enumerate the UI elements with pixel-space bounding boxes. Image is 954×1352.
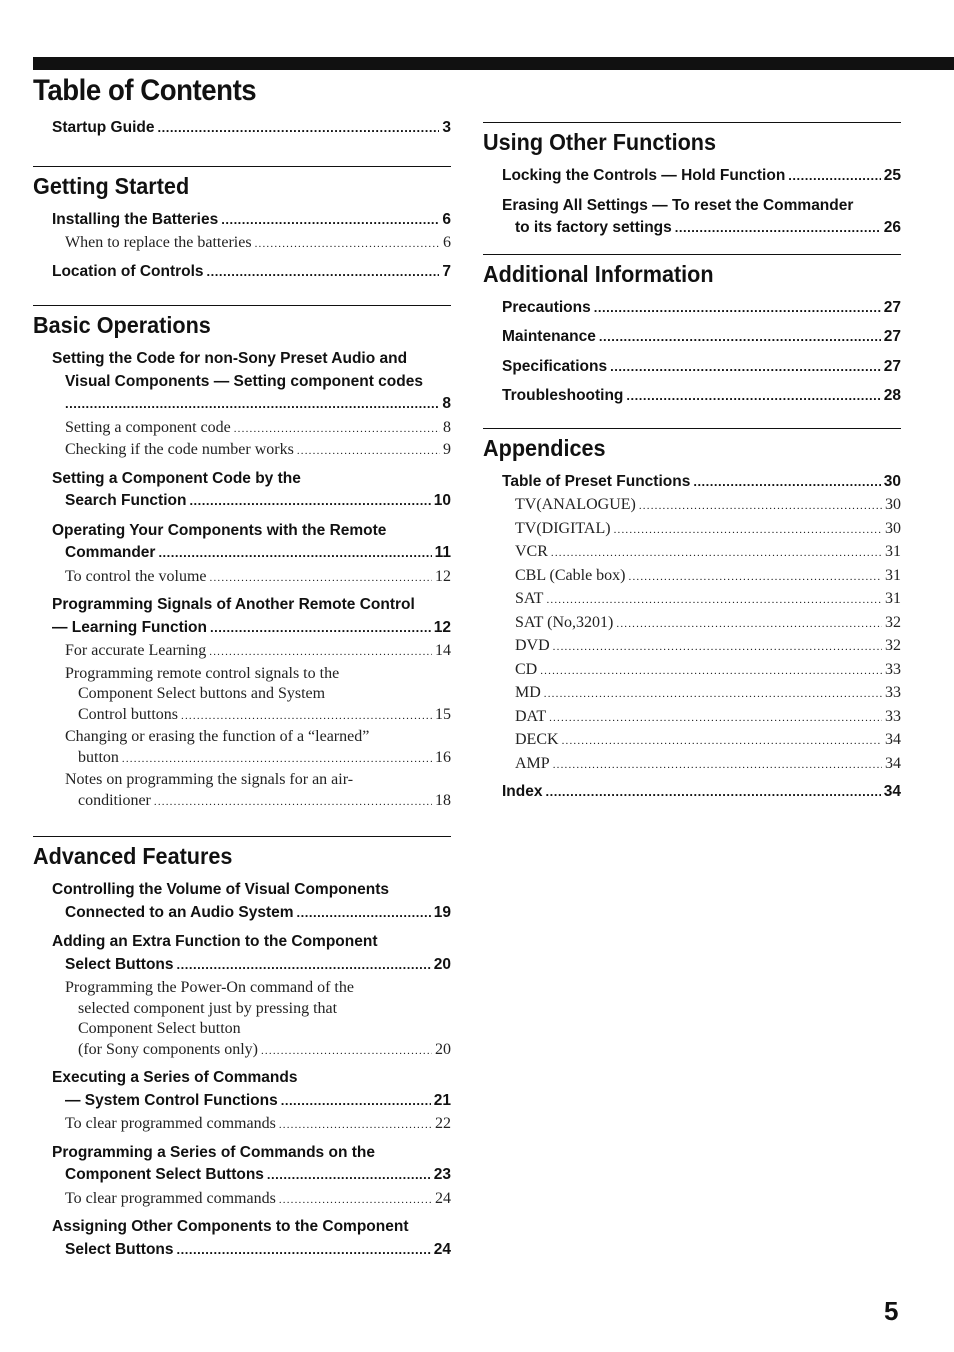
toc-entry[interactable]: Troubleshooting ..... 28 — [483, 385, 901, 408]
toc-entry[interactable]: Assigning Other Components to the Component Select Buttons ..... 24 — [33, 1216, 451, 1261]
toc-entry-startup-guide[interactable]: Startup Guide ..... 3 — [33, 117, 451, 140]
toc-entry[interactable]: Maintenance ..... 27 — [483, 326, 901, 349]
header-rule — [33, 57, 954, 70]
page-title: Table of Contents — [33, 74, 257, 107]
toc-entry[interactable]: Controlling the Volume of Visual Components Connected to an Audio System ..... 19 — [33, 879, 451, 924]
toc-subentry[interactable]: DECK ..... 34 — [483, 730, 901, 752]
section-title: Appendices — [483, 434, 606, 461]
section-additional-information — [483, 254, 901, 408]
toc-entry[interactable]: Location of Controls ..... 7 — [33, 261, 451, 284]
section-title: Getting Started — [33, 172, 190, 199]
left-column — [33, 117, 451, 1268]
section-using-other-functions — [483, 122, 901, 240]
toc-entry[interactable]: Installing the Batteries ..... 6 — [33, 209, 451, 232]
toc-subentry[interactable]: To clear programmed commands ..... 22 — [33, 1114, 451, 1136]
toc-entry[interactable]: Specifications ..... 27 — [483, 356, 901, 379]
toc-subentry[interactable]: Changing or erasing the function of a “learned” button ..... 16 — [33, 727, 451, 769]
leader-dots — [157, 117, 439, 140]
toc-subentry[interactable]: TV(DIGITAL) ..... 30 — [483, 519, 901, 541]
toc-entry[interactable]: Executing a Series of Commands — System Control Functions ..... 21 — [33, 1067, 451, 1112]
section-title: Additional Information — [483, 260, 714, 287]
toc-entry[interactable]: Index ..... 34 — [483, 781, 901, 804]
right-column — [483, 122, 901, 811]
toc-entry[interactable]: Setting the Code for non-Sony Preset Audio and Visual Components — Setting component codes ..... 8 — [33, 348, 451, 416]
toc-subentry[interactable]: MD ..... 33 — [483, 683, 901, 705]
section-advanced-features — [33, 836, 451, 1261]
toc-subentry[interactable]: CBL (Cable box) ..... 31 — [483, 566, 901, 588]
toc-entry[interactable]: Locking the Controls — Hold Function ..... 25 — [483, 165, 901, 188]
section-basic-operations — [33, 305, 451, 812]
page-number: 5 — [884, 1296, 899, 1326]
toc-entry[interactable]: Adding an Extra Function to the Component Select Buttons ..... 20 — [33, 931, 451, 976]
toc-subentry[interactable]: AMP ..... 34 — [483, 754, 901, 776]
toc-subentry[interactable]: VCR ..... 31 — [483, 542, 901, 564]
section-getting-started — [33, 166, 451, 284]
page-ref: 3 — [442, 119, 451, 136]
toc-subentry[interactable]: SAT ..... 31 — [483, 589, 901, 611]
toc-subentry[interactable]: DAT ..... 33 — [483, 707, 901, 729]
toc-subentry[interactable]: For accurate Learning ..... 14 — [33, 641, 451, 663]
toc-entry[interactable]: Precautions ..... 27 — [483, 297, 901, 320]
toc-subentry[interactable]: DVD ..... 32 — [483, 636, 901, 658]
toc-subentry[interactable]: Setting a component code ..... 8 — [33, 418, 451, 440]
toc-entry[interactable]: Programming a Series of Commands on the Component Select Buttons ..... 23 — [33, 1142, 451, 1187]
toc-subentry[interactable]: SAT (No,3201) ..... 32 — [483, 613, 901, 635]
toc-subentry[interactable]: To control the volume ..... 12 — [33, 567, 451, 589]
section-appendices — [483, 428, 901, 804]
toc-entry[interactable]: Programming Signals of Another Remote Control — Learning Function ..... 12 — [33, 594, 451, 639]
toc-subentry[interactable]: Programming the Power-On command of the selected component just by pressing that Component Select button (for Sony components only) ..... 20 — [33, 978, 451, 1061]
toc-subentry[interactable]: To clear programmed commands ..... 24 — [33, 1189, 451, 1211]
toc-subentry[interactable]: CD ..... 33 — [483, 660, 901, 682]
section-title: Basic Operations — [33, 312, 211, 338]
toc-entry[interactable]: Setting a Component Code by the Search Function ..... 10 — [33, 468, 451, 513]
toc-subentry[interactable]: Checking if the code number works ..... 9 — [33, 440, 451, 462]
toc-subentry[interactable]: TV(ANALOGUE) ..... 30 — [483, 495, 901, 517]
section-title: Using Other Functions — [483, 129, 717, 155]
toc-entry[interactable]: Operating Your Components with the Remote Commander ..... 11 — [33, 520, 451, 565]
toc-entry[interactable]: Erasing All Settings — To reset the Commander to its factory settings ..... 26 — [483, 195, 901, 240]
toc-subentry[interactable]: Programming remote control signals to the Component Select buttons and System Control buttons ..... 15 — [33, 664, 451, 727]
toc-subentry[interactable]: When to replace the batteries ..... 6 — [33, 233, 451, 255]
toc-entry[interactable]: Table of Preset Functions ..... 30 — [483, 471, 901, 494]
toc-subentry[interactable]: Notes on programming the signals for an air- conditioner ..... 18 — [33, 770, 451, 812]
section-title: Advanced Features — [33, 843, 233, 869]
